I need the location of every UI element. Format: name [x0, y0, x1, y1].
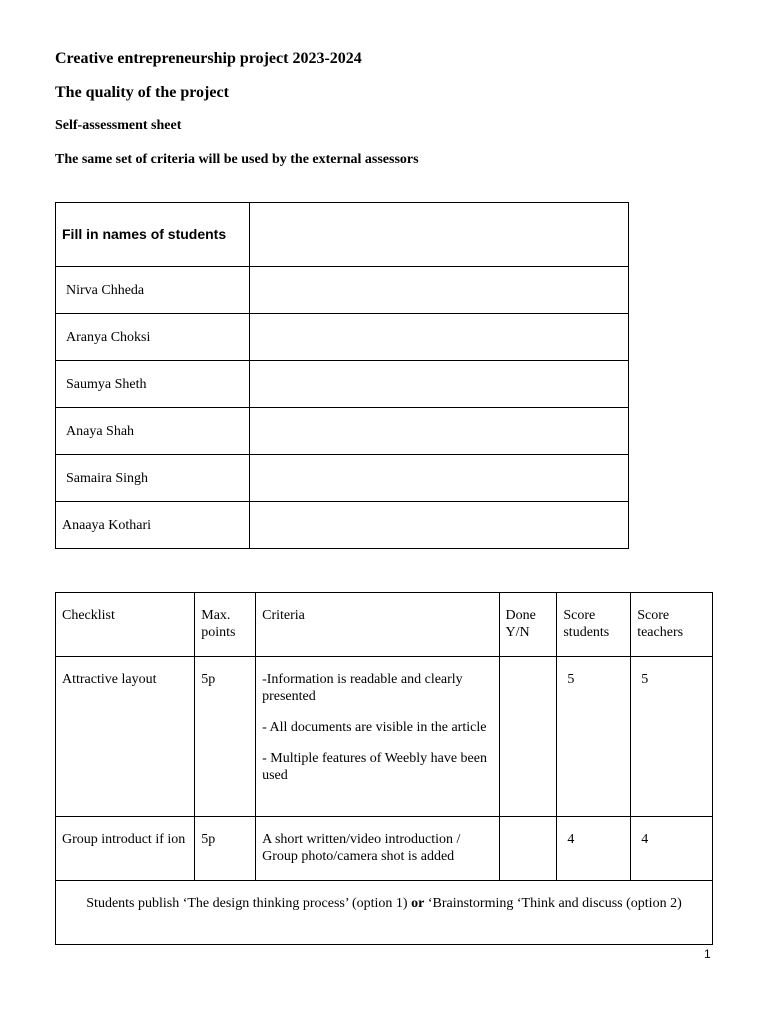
- header-criteria: Criteria: [256, 593, 499, 657]
- header-score-students: Score students: [557, 593, 631, 657]
- student-entry-cell[interactable]: [250, 314, 629, 361]
- assessor-note: The same set of criteria will be used by the external assessors: [55, 152, 419, 167]
- sheet-label: Self-assessment sheet: [55, 118, 182, 133]
- student-entry-cell[interactable]: [250, 267, 629, 314]
- max-points: 5p: [195, 657, 256, 817]
- page-number: 1: [704, 947, 711, 961]
- max-points: 5p: [195, 817, 256, 881]
- student-row: [56, 408, 629, 455]
- publish-connector: or: [411, 896, 425, 911]
- header-score-teachers: Score teachers: [631, 593, 713, 657]
- document-subtitle: The quality of the project: [55, 84, 229, 101]
- header-max-points: Max. points: [195, 593, 256, 657]
- criteria-cell: [256, 817, 499, 881]
- checklist-row: [56, 657, 713, 817]
- checklist-header-row: [56, 593, 713, 657]
- criteria-line: - Multiple features of Weebly have been used: [262, 751, 487, 783]
- student-name: Samaira Singh: [56, 455, 250, 502]
- students-header-cell: Fill in names of students: [56, 203, 250, 267]
- header-checklist: Checklist: [56, 593, 195, 657]
- criteria-cell: [256, 657, 499, 817]
- publish-option-2: ‘Brainstorming ‘Think and discuss (option 2): [427, 896, 682, 911]
- checklist-item: Group introduct if ion: [56, 817, 195, 881]
- publish-option-1: Students publish ‘The design thinking process’ (option 1): [86, 896, 408, 911]
- student-row: [56, 502, 629, 549]
- student-row: [56, 455, 629, 502]
- student-name: Aranya Choksi: [56, 314, 250, 361]
- student-row: [56, 361, 629, 408]
- student-row: [56, 314, 629, 361]
- score-students[interactable]: 4: [557, 817, 631, 881]
- checklist-row: [56, 817, 713, 881]
- students-table-header-row: [56, 203, 629, 267]
- student-entry-cell[interactable]: [250, 455, 629, 502]
- checklist-footer-row: [56, 881, 713, 945]
- student-entry-cell[interactable]: [250, 361, 629, 408]
- student-name: Anaya Shah: [56, 408, 250, 455]
- publish-instruction: [56, 881, 713, 945]
- criteria-line: - All documents are visible in the article: [262, 720, 487, 735]
- student-entry-cell[interactable]: [250, 408, 629, 455]
- criteria-line: -Information is readable and clearly presented: [262, 672, 463, 704]
- student-row: [56, 267, 629, 314]
- criteria-line: A short written/video introduction / Group photo/camera shot is added: [262, 832, 461, 864]
- students-table: [55, 202, 629, 549]
- score-teachers[interactable]: 4: [631, 817, 713, 881]
- student-entry-cell[interactable]: [250, 502, 629, 549]
- student-name: Anaaya Kothari: [56, 502, 250, 549]
- header-done: Done Y/N: [499, 593, 557, 657]
- students-header-input-cell[interactable]: [250, 203, 629, 267]
- done-cell[interactable]: [499, 657, 557, 817]
- done-cell[interactable]: [499, 817, 557, 881]
- student-name: Nirva Chheda: [56, 267, 250, 314]
- score-teachers[interactable]: 5: [631, 657, 713, 817]
- checklist-item: Attractive layout: [56, 657, 195, 817]
- document-title: Creative entrepreneurship project 2023-2024: [55, 50, 362, 67]
- student-name: Saumya Sheth: [56, 361, 250, 408]
- checklist-table: [55, 592, 713, 945]
- score-students[interactable]: 5: [557, 657, 631, 817]
